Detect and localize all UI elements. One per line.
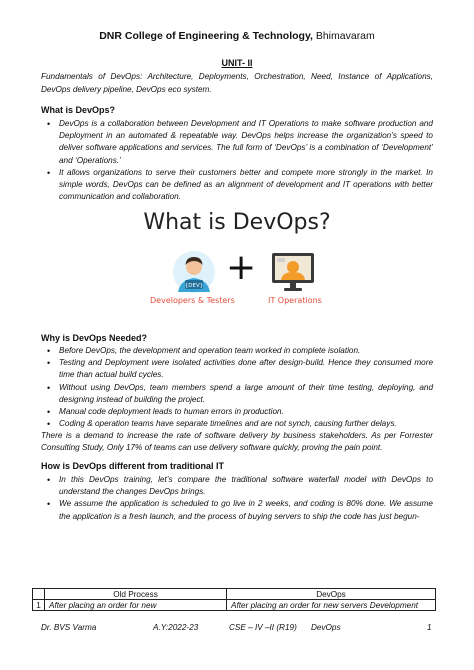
- footer-year: A.Y:2022-23: [153, 623, 199, 632]
- dev-badge-text: {DEV}: [184, 283, 204, 289]
- footer-author: Dr. BVS Varma: [41, 623, 97, 632]
- it-operations-caption: IT Operations: [268, 296, 322, 305]
- list-item: • Testing and Deployment were isolated activities done after design-build. Hence they consumed more time than actual build cycles.: [41, 357, 433, 381]
- table-header-row: [33, 589, 436, 600]
- table-header-cell: Old Process: [45, 589, 227, 600]
- section-title-devops-different: How is DevOps different from traditional IT: [41, 461, 225, 471]
- table-row: [33, 600, 436, 611]
- demand-paragraph: There is a demand to increase the rate of software delivery by business stakeholders. As per Forrester Consulting Study, Only 17% of teams can use delivery software quickly, proving the pain point.: [41, 431, 433, 453]
- figure-title: What is DevOps?: [143, 210, 331, 235]
- unit-title: UNIT- II: [221, 58, 253, 68]
- list-item: • In this DevOps training, let’s compare the traditional software waterfall model with DevOps to understand the changes DevOps brings.: [41, 474, 433, 498]
- table-cell: After placing an order for new: [45, 600, 227, 611]
- list-item: • Without using DevOps, team members spend a large amount of their time testing, deploying, and designing instead of building the project.: [41, 382, 433, 406]
- list-item: • Coding & operation teams have separate timelines and are not synch, causing further delays.: [41, 418, 433, 430]
- intro-paragraph: Fundamentals of DevOps: Architecture, Deployments, Orchestration, Need, Instance of Applications, DevOps delivery pipeline, DevOps eco system.: [41, 72, 433, 94]
- list-item: • DevOps is a collaboration between Development and IT Operations to make software production and Deployment in an automated & repeatable way. DevOps helps increase the organization’s speed to deliver software applications and services. The full form of ‘DevOps’ is a combination of ‘Development’ and ‘Operations.’: [41, 118, 433, 167]
- page-header: [0, 30, 474, 42]
- what-is-bullets: [41, 118, 433, 203]
- section-title-what-is-devops: What is DevOps?: [41, 105, 116, 115]
- table-cell: After placing an order for new servers Development: [227, 600, 436, 611]
- developers-testers-caption: Developers & Testers: [150, 296, 235, 305]
- comparison-table: [32, 588, 436, 611]
- college-name: DNR College of Engineering & Technology,: [99, 30, 313, 42]
- footer-page-number: 1: [427, 623, 432, 632]
- plus-sign: +: [226, 247, 257, 288]
- table-cell: 1: [33, 600, 45, 611]
- college-location: Bhimavaram: [312, 30, 375, 42]
- footer-course: CSE – IV –II (R19): [229, 623, 297, 632]
- why-needed-bullets: [41, 345, 433, 430]
- table-header-cell: [33, 589, 45, 600]
- it-operations-icon: [270, 250, 316, 294]
- table-header-cell: DevOps: [227, 589, 436, 600]
- list-item: • Before DevOps, the development and operation team worked in complete isolation.: [41, 345, 433, 357]
- list-item: • We assume the application is scheduled to go live in 2 weeks, and coding is 80% done. We assume the application is a fresh launch, and the process of buying servers to ship the code has just begun-: [41, 498, 433, 522]
- developer-icon: [172, 250, 216, 294]
- list-item: • Manual code deployment leads to human errors in production.: [41, 406, 433, 418]
- section-title-why-needed: Why is DevOps Needed?: [41, 333, 148, 343]
- list-item: • It allows organizations to serve their customers better and compete more strongly in the market. In simple words, DevOps can be defined as an alignment of development and IT operations with better communication and collaboration.: [41, 167, 433, 204]
- different-bullets: [41, 474, 433, 523]
- footer-subject: DevOps: [311, 623, 341, 632]
